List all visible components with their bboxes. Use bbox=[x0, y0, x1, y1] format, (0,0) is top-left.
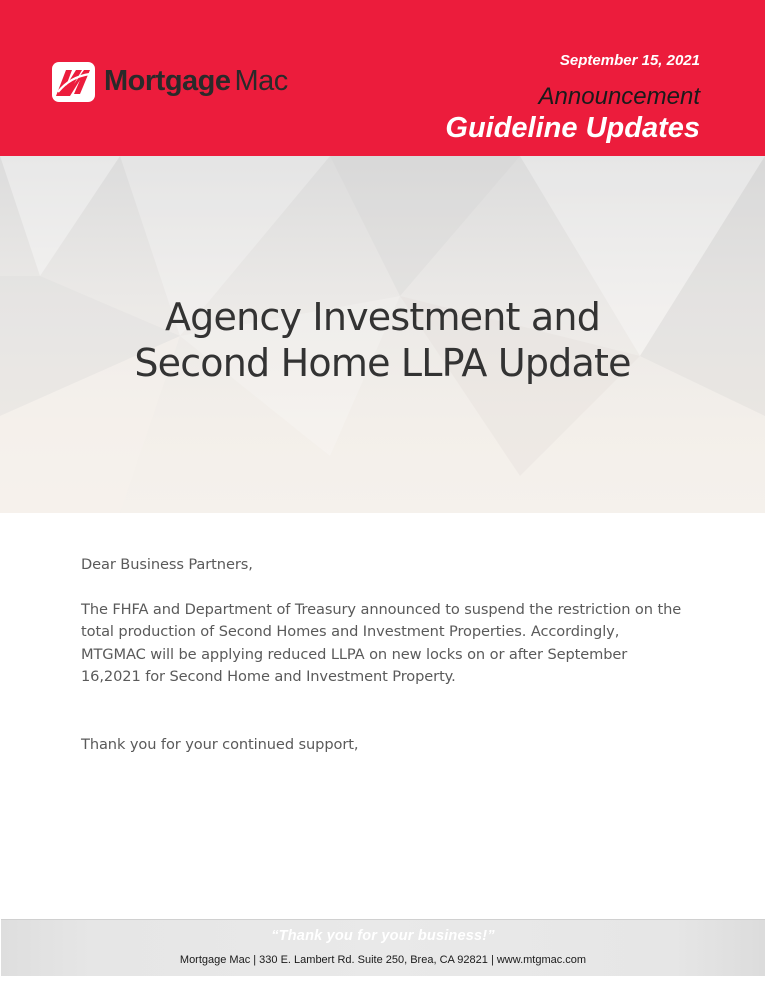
header-banner bbox=[0, 0, 765, 156]
hero-title-line-1: Agency Investment and bbox=[164, 295, 601, 339]
footer-quote: “Thank you for your business!” bbox=[271, 928, 495, 944]
footer-address[interactable]: Mortgage Mac | 330 E. Lambert Rd. Suite 250, Brea, CA 92821 | www.mtgmac.com bbox=[179, 954, 587, 966]
announcement-title: Guideline Updates bbox=[445, 112, 700, 144]
mortgage-mac-logo-icon bbox=[52, 62, 95, 102]
brand-name-light: Mac bbox=[234, 65, 288, 97]
brand-name bbox=[104, 64, 288, 98]
brand-logo[interactable] bbox=[52, 60, 292, 104]
letter-paragraph: The FHFA and Department of Treasury announced to suspend the restriction on the total production of Second Homes and Investment Properties. Accordingly, MTGMAC will be applying reduced LLPA on new locks on or after September 16,2021 for Second Home and Investment Property. bbox=[81, 600, 682, 685]
announcement-date: September 15, 2021 bbox=[559, 52, 700, 69]
announcement-kicker: Announcement bbox=[538, 83, 700, 110]
letter-body bbox=[81, 554, 687, 756]
hero-title-line-2: Second Home LLPA Update bbox=[134, 341, 631, 385]
letter-closing: Thank you for your continued support, bbox=[81, 735, 359, 753]
brand-name-bold: Mortgage bbox=[104, 65, 231, 97]
hero-title bbox=[0, 294, 765, 386]
letter-greeting: Dear Business Partners, bbox=[81, 556, 253, 573]
hero-section bbox=[0, 156, 765, 513]
footer-bar bbox=[1, 919, 765, 976]
